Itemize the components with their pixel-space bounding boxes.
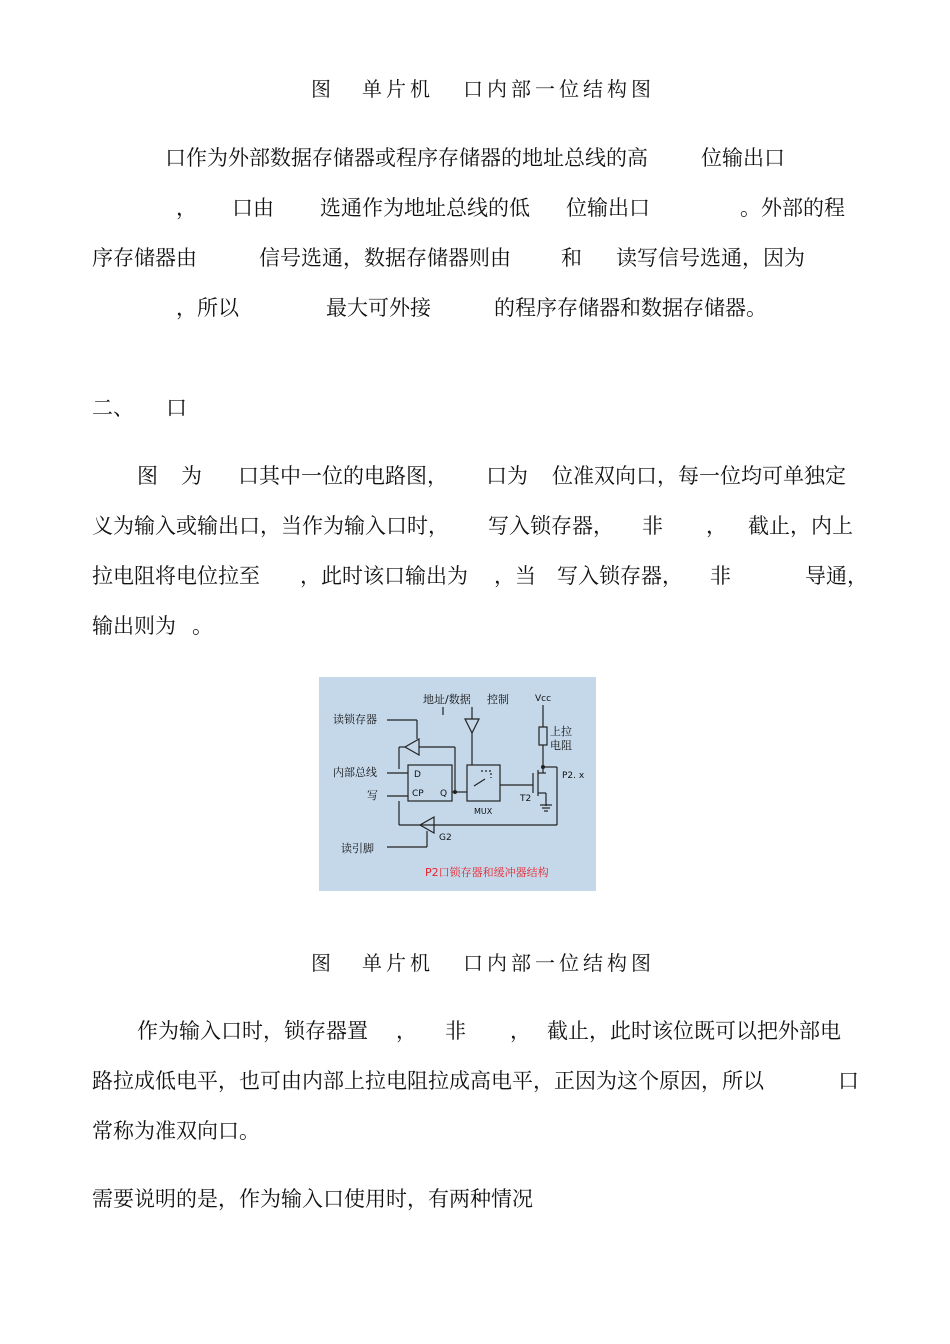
- label-g2: G2: [439, 833, 452, 843]
- label-vcc: Vcc: [535, 694, 552, 704]
- label-internal-bus: 内部总线: [333, 766, 377, 779]
- label-latch-cp: CP: [412, 789, 424, 799]
- label-read-pin: 读引脚: [341, 842, 374, 855]
- label-mux: MUX: [474, 807, 493, 816]
- label-control: 控制: [487, 693, 509, 706]
- label-latch-d: D: [414, 770, 421, 780]
- label-pullup-2: 电阻: [550, 739, 572, 752]
- label-p2x: P2. x: [562, 771, 585, 781]
- circuit-svg: [319, 677, 596, 891]
- label-write: 写: [367, 789, 378, 802]
- label-pullup-1: 上拉: [550, 725, 572, 738]
- label-read-latch: 读锁存器: [333, 713, 377, 726]
- label-t2: T2: [520, 794, 532, 804]
- circuit-diagram: [319, 677, 596, 891]
- label-addr-data: 地址/数据: [423, 693, 471, 706]
- label-latch-q: Q: [440, 789, 448, 799]
- figure-inner-caption: P2口锁存器和缓冲器结构: [425, 866, 549, 879]
